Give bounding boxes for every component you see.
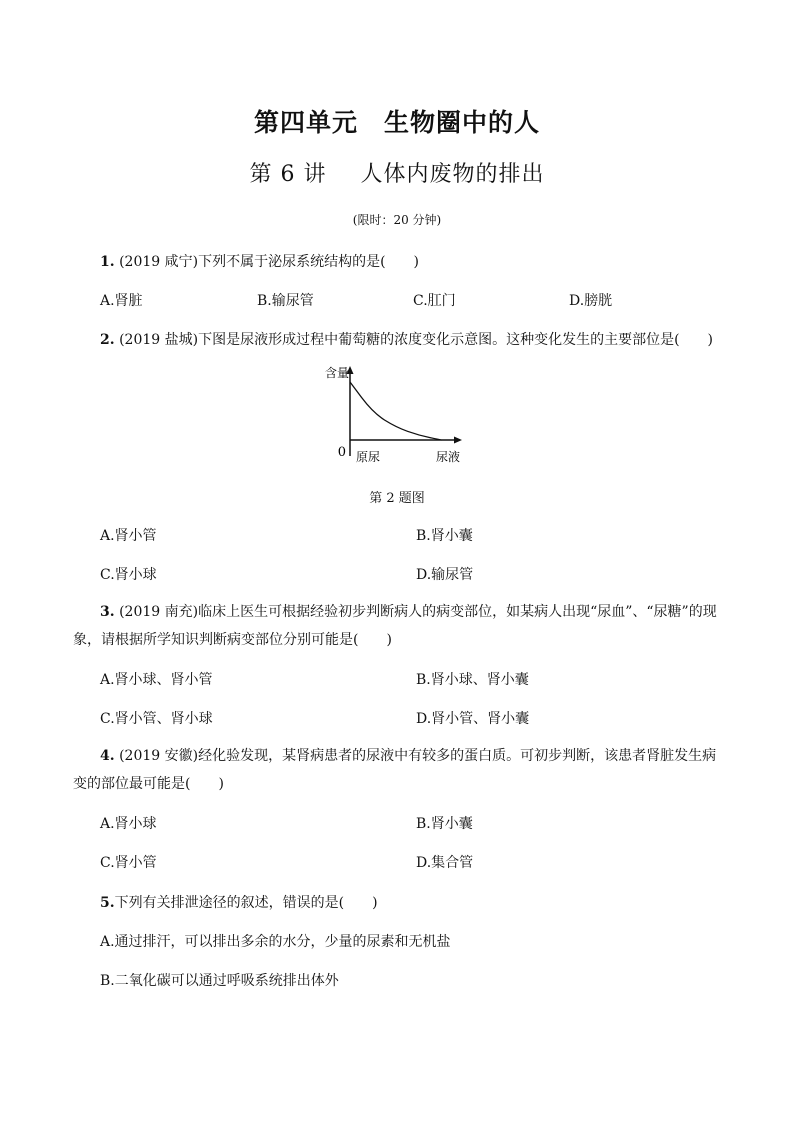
q2-option-c: C.肾小球 bbox=[100, 567, 157, 583]
q4-option-b: B.肾小囊 bbox=[416, 816, 473, 832]
x-tick-label-1: 尿液 bbox=[436, 450, 461, 464]
question-number: 5. bbox=[100, 895, 115, 911]
q1-option-d: D.膀胱 bbox=[569, 293, 613, 309]
q3-option-d: D.肾小管、肾小囊 bbox=[416, 711, 530, 727]
q2-option-a: A.肾小管 bbox=[100, 528, 157, 544]
unit-title: 第四单元 生物圈中的人 bbox=[253, 108, 540, 137]
question-5-stem bbox=[100, 892, 378, 912]
q5-option-b: B.二氧化碳可以通过呼吸系统排出体外 bbox=[100, 973, 339, 989]
y-axis-label: 含量 bbox=[325, 366, 350, 380]
question-3-stem bbox=[73, 598, 723, 654]
lesson-number: 第 6 讲 bbox=[249, 162, 327, 187]
q4-option-d: D.集合管 bbox=[416, 855, 474, 871]
lesson-name: 人体内废物的排出 bbox=[360, 162, 545, 187]
q1-option-c: C.肛门 bbox=[413, 293, 456, 309]
origin-label: 0 bbox=[337, 445, 346, 460]
q3-option-c: C.肾小管、肾小球 bbox=[100, 711, 213, 727]
question-number: 2. bbox=[100, 332, 115, 348]
q4-option-a: A.肾小球 bbox=[100, 816, 157, 832]
q5-option-a: A.通过排汗，可以排出多余的水分，少量的尿素和无机盐 bbox=[100, 934, 451, 950]
question-text: (2019 安徽)经化验发现，某肾病患者的尿液中有较多的蛋白质。可初步判断，该患者肾脏发生病变的部位最可能是( ) bbox=[73, 748, 717, 792]
question-1-stem bbox=[100, 251, 419, 271]
figure-caption: 第 2 题图 bbox=[369, 491, 425, 506]
q4-option-c: C.肾小管 bbox=[100, 855, 157, 871]
x-tick-label-0: 原尿 bbox=[356, 450, 381, 464]
question-number: 4. bbox=[100, 748, 115, 764]
glucose-concentration-chart bbox=[320, 360, 480, 470]
q1-option-a: A.肾脏 bbox=[100, 293, 143, 309]
question-text: 下列有关排泄途径的叙述，错误的是( ) bbox=[114, 895, 378, 911]
lesson-title bbox=[0, 157, 794, 188]
question-text: (2019 咸宁)下列不属于泌尿系统结构的是( ) bbox=[114, 254, 420, 270]
q1-option-b: B.输尿管 bbox=[257, 293, 314, 309]
question-2-stem bbox=[100, 329, 713, 349]
q2-option-b: B.肾小囊 bbox=[416, 528, 473, 544]
q3-option-b: B.肾小球、肾小囊 bbox=[416, 672, 529, 688]
time-limit: (限时：20 分钟) bbox=[352, 213, 442, 227]
q2-option-d: D.输尿管 bbox=[416, 567, 474, 583]
question-4-stem bbox=[73, 742, 723, 798]
question-number: 1. bbox=[100, 254, 115, 270]
x-axis-arrow bbox=[454, 437, 462, 444]
question-text: (2019 盐城)下图是尿液形成过程中葡萄糖的浓度变化示意图。这种变化发生的主要部位是( ) bbox=[114, 332, 713, 348]
question-text: (2019 南充)临床上医生可根据经验初步判断病人的病变部位，如某病人出现“尿血”、“尿糖”的现象，请根据所学知识判断病变部位分别可能是( ) bbox=[73, 604, 717, 648]
glucose-curve-series bbox=[350, 382, 442, 440]
question-number: 3. bbox=[100, 604, 115, 620]
q3-option-a: A.肾小球、肾小管 bbox=[100, 672, 213, 688]
